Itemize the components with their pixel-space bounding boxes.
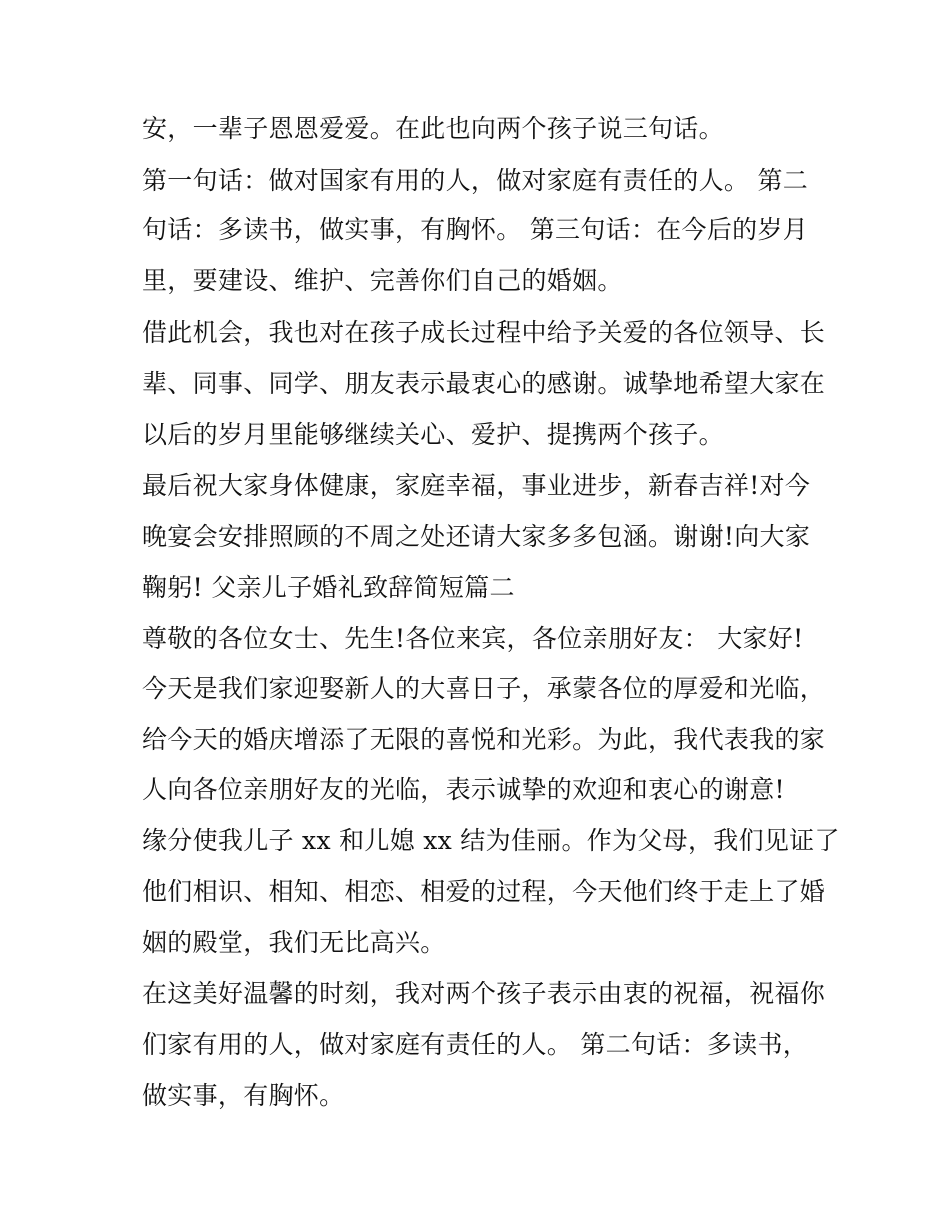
text-line: 们家有用的人，做对家庭有责任的人。 第二句话：多读书， (142, 1030, 809, 1059)
text-line: 辈、同事、同学、朋友表示最衷心的感谢。诚挚地希望大家在 (142, 369, 826, 398)
text-line: 尊敬的各位女士、先生!各位来宾，各位亲朋好友： 大家好! (142, 624, 804, 653)
text-line: 给今天的婚庆增添了无限的喜悦和光彩。为此，我代表我的家 (142, 725, 826, 754)
text-line: 第一句话：做对国家有用的人，做对家庭有责任的人。 第二 (142, 166, 809, 195)
text-line: 今天是我们家迎娶新人的大喜日子，承蒙各位的厚爱和光临， (142, 674, 826, 703)
text-line: 他们相识、相知、相恋、相爱的过程，今天他们终于走上了婚 (142, 877, 826, 906)
text-line: 鞠躬! 父亲儿子婚礼致辞简短篇二 (142, 573, 515, 602)
text-line: 在这美好温馨的时刻，我对两个孩子表示由衷的祝福，祝福你 (142, 979, 826, 1008)
text-line: 借此机会，我也对在孩子成长过程中给予关爱的各位领导、长 (142, 318, 826, 347)
text-line: 缘分使我儿子 xx 和儿媳 xx 结为佳丽。作为父母，我们见证了 (142, 826, 840, 855)
text-line: 姻的殿堂，我们无比高兴。 (142, 928, 446, 957)
text-line: 晚宴会安排照顾的不周之处还请大家多多包涵。谢谢!向大家 (142, 522, 811, 551)
text-line: 做实事，有胸怀。 (142, 1081, 345, 1110)
text-line: 句话：多读书，做实事，有胸怀。 第三句话：在今后的岁月 (142, 215, 809, 244)
text-line: 以后的岁月里能够继续关心、爱护、提携两个孩子。 (142, 420, 724, 449)
text-line: 最后祝大家身体健康，家庭幸福，事业进步，新春吉祥!对今 (142, 471, 811, 500)
text-line: 安，一辈子恩恩爱爱。在此也向两个孩子说三句话。 (142, 114, 724, 143)
text-line: 人向各位亲朋好友的光临，表示诚挚的欢迎和衷心的谢意! (142, 775, 785, 804)
text-line: 里，要建设、维护、完善你们自己的婚姻。 (142, 266, 623, 295)
